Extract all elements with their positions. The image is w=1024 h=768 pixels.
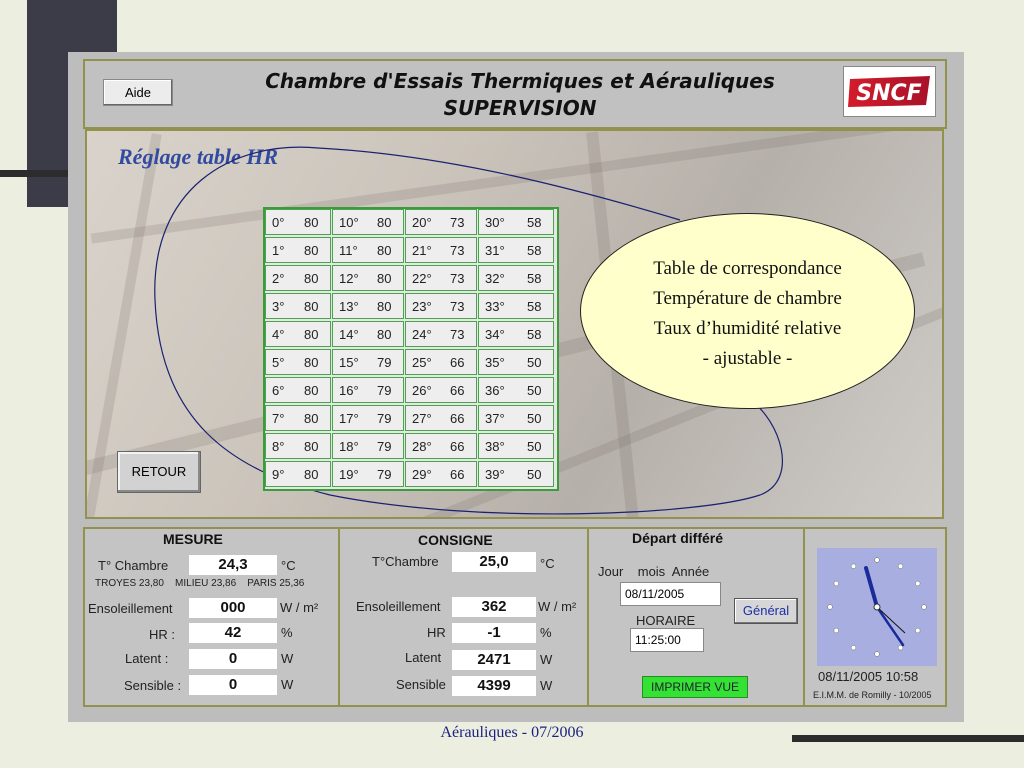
hr-table-cell[interactable]	[405, 321, 477, 347]
clock-tick	[898, 564, 903, 569]
clock-tick	[851, 564, 856, 569]
mesure-latent-value: 0	[189, 649, 277, 669]
humidity-value: 79	[377, 355, 392, 370]
humidity-value: 80	[304, 243, 319, 258]
hr-table-cell[interactable]	[478, 433, 554, 459]
hr-table-cell[interactable]	[265, 349, 331, 375]
mesure-hr-value: 42	[189, 623, 277, 643]
humidity-value: 80	[377, 299, 392, 314]
temperature-value: 34°	[485, 327, 505, 342]
consigne-sensible-label: Sensible	[396, 677, 446, 692]
humidity-value: 80	[377, 327, 392, 342]
mesure-sensible-label: Sensible :	[124, 678, 182, 693]
consigne-hr-unit: %	[540, 625, 552, 640]
temperature-value: 21°	[412, 243, 432, 258]
temperature-value: 38°	[485, 439, 505, 454]
humidity-value: 73	[450, 215, 465, 230]
hr-table-cell[interactable]	[265, 461, 331, 487]
hr-table-cell[interactable]	[332, 321, 404, 347]
hr-table-cell[interactable]	[405, 405, 477, 431]
temperature-value: 20°	[412, 215, 432, 230]
divider	[803, 527, 805, 707]
temperature-value: 27°	[412, 411, 432, 426]
hr-table-cell[interactable]	[405, 377, 477, 403]
hr-table-cell[interactable]	[332, 377, 404, 403]
humidity-value: 73	[450, 327, 465, 342]
divider	[338, 527, 340, 707]
humidity-value: 58	[527, 243, 542, 258]
callout-line: Température de chambre	[653, 288, 842, 309]
hr-table-cell[interactable]	[332, 461, 404, 487]
humidity-value: 73	[450, 299, 465, 314]
temperature-value: 12°	[339, 271, 359, 286]
clock-tick	[834, 581, 839, 586]
time-label: HORAIRE	[636, 613, 696, 628]
humidity-value: 80	[304, 327, 319, 342]
humidity-value: 79	[377, 439, 392, 454]
print-view-button[interactable]: IMPRIMER VUE	[642, 676, 748, 698]
temperature-value: 37°	[485, 411, 505, 426]
humidity-value: 80	[304, 215, 319, 230]
temperature-value: 30°	[485, 215, 505, 230]
humidity-value: 73	[450, 271, 465, 286]
humidity-value: 66	[450, 411, 465, 426]
hr-table-cell[interactable]	[478, 265, 554, 291]
mesure-temp-value: 24,3	[189, 555, 277, 575]
temperature-value: 7°	[272, 411, 285, 426]
consigne-hr-value: -1	[452, 623, 536, 643]
decorative-line	[0, 170, 70, 177]
consigne-hr-label: HR	[427, 625, 446, 640]
consigne-temp-unit: °C	[540, 556, 555, 571]
humidity-value: 80	[304, 439, 319, 454]
clock-tick	[915, 628, 920, 633]
mesure-latent-label: Latent :	[125, 651, 169, 666]
humidity-value: 50	[527, 355, 542, 370]
temperature-value: 18°	[339, 439, 359, 454]
temperature-value: 6°	[272, 383, 285, 398]
consigne-latent-label: Latent	[405, 650, 442, 665]
temperature-value: 31°	[485, 243, 505, 258]
hr-table-cell[interactable]	[478, 321, 554, 347]
humidity-value: 66	[450, 355, 465, 370]
consigne-latent-value: 2471	[452, 650, 536, 670]
temperature-value: 24°	[412, 327, 432, 342]
callout-line: Table de correspondance	[653, 258, 842, 279]
hr-table-cell[interactable]	[332, 265, 404, 291]
humidity-value: 80	[304, 383, 319, 398]
consigne-temp-label: T°Chambre	[372, 554, 439, 569]
hr-table-cell[interactable]	[265, 377, 331, 403]
mesure-heading: MESURE	[163, 531, 223, 547]
mesure-latent-unit: W	[281, 651, 294, 666]
sncf-logo	[843, 66, 936, 117]
temperature-value: 22°	[412, 271, 432, 286]
callout-line: Taux d’humidité relative	[653, 318, 842, 339]
page-title: Chambre d'Essais Thermiques et Aérauliques	[265, 69, 775, 93]
hr-table-cell[interactable]	[265, 433, 331, 459]
mesure-hr-label: HR :	[149, 627, 175, 642]
consigne-latent-unit: W	[540, 652, 553, 667]
hr-table-cell[interactable]	[478, 237, 554, 263]
humidity-value: 58	[527, 299, 542, 314]
time-input[interactable]: 11:25:00	[630, 628, 704, 652]
mesure-sun-value: 000	[189, 598, 277, 618]
temperature-value: 4°	[272, 327, 285, 342]
analog-clock	[817, 548, 937, 666]
svg-text:SNCF: SNCF	[856, 81, 922, 106]
clock-tick	[898, 645, 903, 650]
temperature-value: 26°	[412, 383, 432, 398]
mesure-sun-unit: W / m²	[280, 600, 319, 615]
date-input[interactable]: 08/11/2005	[620, 582, 721, 606]
consigne-sun-value: 362	[452, 597, 536, 617]
clock-tick	[875, 558, 880, 563]
clock-tick	[828, 605, 833, 610]
hr-table-cell[interactable]	[265, 237, 331, 263]
temperature-value: 23°	[412, 299, 432, 314]
humidity-value: 50	[527, 467, 542, 482]
temperature-value: 29°	[412, 467, 432, 482]
humidity-value: 50	[527, 411, 542, 426]
section-title: Réglage table HR	[118, 144, 279, 169]
hr-table-cell[interactable]	[332, 237, 404, 263]
hr-table-cell[interactable]	[478, 209, 554, 235]
general-button[interactable]: Général	[734, 598, 798, 624]
consigne-sensible-unit: W	[540, 678, 553, 693]
temperature-value: 33°	[485, 299, 505, 314]
humidity-value: 66	[450, 439, 465, 454]
mesure-sun-label: Ensoleillement	[88, 601, 173, 616]
temperature-value: 25°	[412, 355, 432, 370]
mesure-temp-unit: °C	[281, 558, 296, 573]
clock-datetime: 08/11/2005 10:58	[818, 669, 919, 684]
hr-table-cell[interactable]	[332, 209, 404, 235]
temperature-value: 14°	[339, 327, 359, 342]
humidity-value: 58	[527, 215, 542, 230]
temperature-value: 13°	[339, 299, 359, 314]
humidity-value: 80	[304, 271, 319, 286]
consigne-sun-label: Ensoleillement	[356, 599, 441, 614]
hr-table-cell[interactable]	[405, 237, 477, 263]
hr-table-cell[interactable]	[405, 293, 477, 319]
date-labels: Jour mois Année	[598, 564, 710, 579]
humidity-value: 58	[527, 327, 542, 342]
temperature-value: 9°	[272, 467, 285, 482]
temperature-value: 17°	[339, 411, 359, 426]
page-subtitle: SUPERVISION	[443, 96, 597, 120]
temperature-value: 1°	[272, 243, 285, 258]
temperature-value: 15°	[339, 355, 359, 370]
temperature-value: 19°	[339, 467, 359, 482]
humidity-value: 79	[377, 383, 392, 398]
mesure-temp-label: T° Chambre	[98, 558, 169, 573]
temperature-value: 8°	[272, 439, 285, 454]
temperature-value: 3°	[272, 299, 285, 314]
humidity-value: 80	[377, 243, 392, 258]
hr-table-cell[interactable]	[332, 293, 404, 319]
temperature-value: 0°	[272, 215, 285, 230]
humidity-value: 50	[527, 383, 542, 398]
temperature-value: 39°	[485, 467, 505, 482]
hr-table-cell[interactable]	[405, 433, 477, 459]
hr-table-cell[interactable]	[405, 349, 477, 375]
hr-table-cell[interactable]	[332, 349, 404, 375]
hr-table-cell[interactable]	[478, 293, 554, 319]
temperature-value: 10°	[339, 215, 359, 230]
humidity-value: 79	[377, 411, 392, 426]
help-button[interactable]: Aide	[103, 79, 173, 106]
temperature-value: 2°	[272, 271, 285, 286]
consigne-sensible-value: 4399	[452, 676, 536, 696]
clock-tick	[834, 628, 839, 633]
humidity-value: 58	[527, 271, 542, 286]
consigne-heading: CONSIGNE	[418, 532, 493, 548]
humidity-value: 66	[450, 383, 465, 398]
temperature-value: 16°	[339, 383, 359, 398]
humidity-value: 80	[304, 411, 319, 426]
hr-table-cell[interactable]	[405, 461, 477, 487]
hr-table-cell[interactable]	[405, 265, 477, 291]
humidity-value: 79	[377, 467, 392, 482]
divider	[587, 527, 589, 707]
hr-table-cell[interactable]	[478, 349, 554, 375]
humidity-value: 80	[377, 271, 392, 286]
clock-tick	[875, 652, 880, 657]
hr-table-cell[interactable]	[478, 461, 554, 487]
mesure-sensible-unit: W	[281, 677, 294, 692]
hr-table-cell[interactable]	[265, 265, 331, 291]
consigne-sun-unit: W / m²	[538, 599, 577, 614]
temperature-value: 35°	[485, 355, 505, 370]
humidity-value: 73	[450, 243, 465, 258]
hr-table-cell[interactable]	[478, 377, 554, 403]
hr-table-cell[interactable]	[332, 433, 404, 459]
temperature-value: 32°	[485, 271, 505, 286]
hr-table-cell[interactable]	[265, 405, 331, 431]
hr-table-cell[interactable]	[332, 405, 404, 431]
hr-table-cell[interactable]	[265, 209, 331, 235]
hr-table-cell[interactable]	[478, 405, 554, 431]
temperature-value: 11°	[339, 243, 358, 258]
mesure-sensible-value: 0	[189, 675, 277, 695]
hr-table-cell[interactable]	[405, 209, 477, 235]
humidity-value: 80	[377, 215, 392, 230]
humidity-value: 50	[527, 439, 542, 454]
hr-table-cell[interactable]	[265, 321, 331, 347]
mesure-sites: TROYES 23,80 MILIEU 23,86 PARIS 25,36	[95, 578, 305, 589]
humidity-value: 80	[304, 467, 319, 482]
mesure-hr-unit: %	[281, 625, 293, 640]
humidity-value: 80	[304, 299, 319, 314]
clock-tick	[915, 581, 920, 586]
clock-icon	[817, 548, 937, 666]
hr-table-cell[interactable]	[265, 293, 331, 319]
return-button[interactable]: RETOUR	[117, 451, 201, 493]
slide-footer: Aérauliques - 07/2006	[440, 724, 584, 741]
callout-line: - ajustable -	[702, 348, 793, 369]
temperature-value: 28°	[412, 439, 432, 454]
temperature-value: 5°	[272, 355, 285, 370]
clock-credit: E.I.M.M. de Romilly - 10/2005	[813, 690, 932, 700]
clock-tick	[922, 605, 927, 610]
clock-tick	[851, 645, 856, 650]
humidity-value: 66	[450, 467, 465, 482]
temperature-value: 36°	[485, 383, 505, 398]
depart-heading: Départ différé	[632, 530, 724, 546]
callout-text	[580, 254, 915, 374]
consigne-temp-value: 25,0	[452, 552, 536, 572]
humidity-value: 80	[304, 355, 319, 370]
